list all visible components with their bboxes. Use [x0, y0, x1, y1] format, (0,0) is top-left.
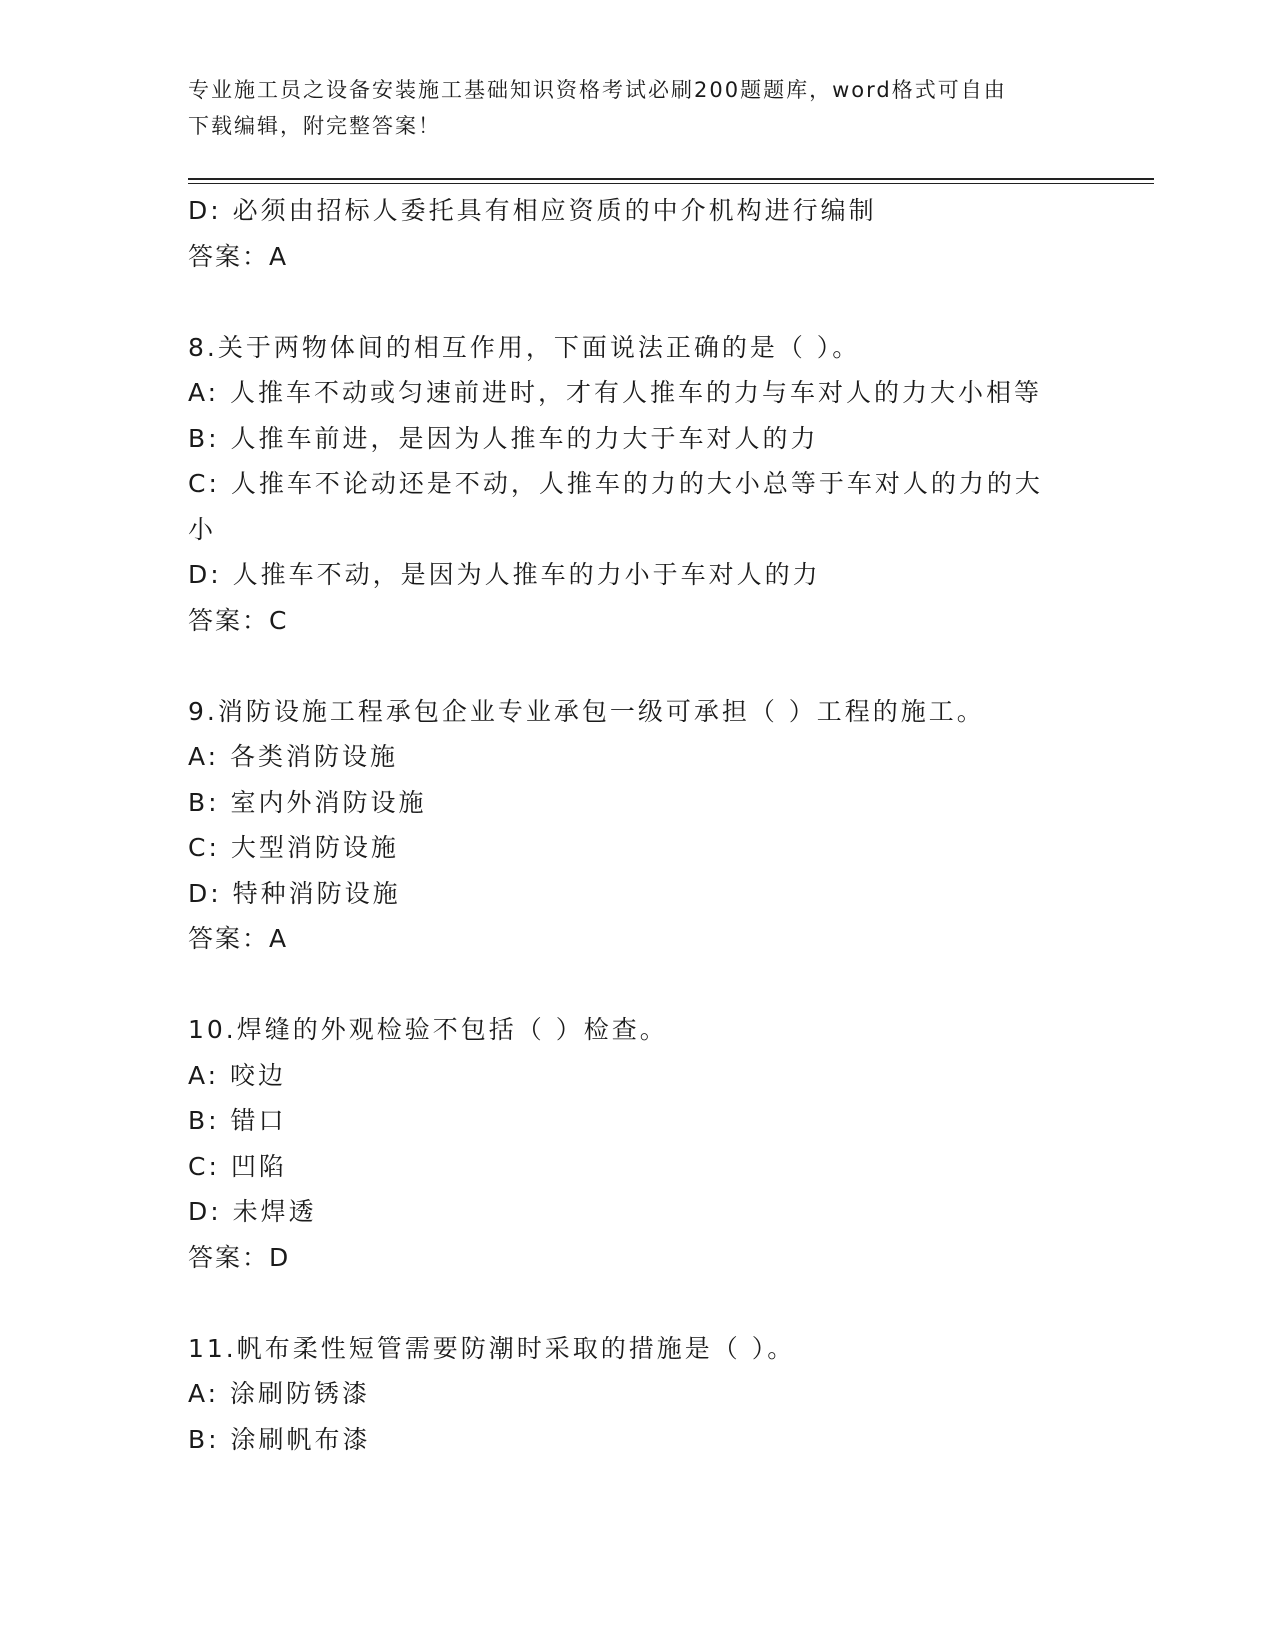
q8-answer: 答案：C: [188, 605, 289, 635]
q8-option-d: D: 人推车不动，是因为人推车的力小于车对人的力: [188, 560, 821, 589]
document-header: [188, 72, 1088, 144]
prev-answer: 答案：A: [188, 241, 289, 271]
question-list: [188, 188, 1088, 1462]
spacer: [188, 962, 1088, 1008]
q8-option-c: C: 人推车不论动还是不动，人推车的力的大小总等于车对人的力的大: [188, 469, 1043, 498]
prev-option-d: D: 必须由招标人委托具有相应资质的中介机构进行编制: [188, 196, 877, 225]
q8-option-c-cont: 小: [188, 514, 217, 544]
q9-option-c: C: 大型消防设施: [188, 833, 399, 862]
q11-option-a: A: 涂刷防锈漆: [188, 1379, 371, 1408]
q10-answer: 答案：D: [188, 1242, 291, 1272]
header-divider-thin: [188, 183, 1154, 184]
q10-stem: 10.焊缝的外观检验不包括（ ）检查。: [188, 1015, 668, 1044]
q10-option-c: C: 凹陷: [188, 1151, 287, 1181]
q10-option-a: A: 咬边: [188, 1060, 287, 1090]
header-line-1: 专业施工员之设备安装施工基础知识资格考试必刷200题题库，word格式可自由: [188, 78, 1007, 102]
q9-option-a: A: 各类消防设施: [188, 742, 399, 771]
q11-stem: 11.帆布柔性短管需要防潮时采取的措施是（ ）。: [188, 1333, 796, 1363]
spacer: [188, 643, 1088, 689]
header-line-2: 下载编辑，附完整答案！: [188, 114, 441, 138]
header-divider-thick: [188, 178, 1154, 180]
spacer: [188, 279, 1088, 325]
q9-option-b: B: 室内外消防设施: [188, 787, 427, 817]
spacer: [188, 1280, 1088, 1326]
q10-option-d: D: 未焊透: [188, 1197, 317, 1226]
q8-stem: 8.关于两物体间的相互作用，下面说法正确的是（ ）。: [188, 332, 861, 362]
q9-option-d: D: 特种消防设施: [188, 878, 401, 908]
q10-option-b: B: 错口: [188, 1106, 287, 1135]
q9-stem: 9.消防设施工程承包企业专业承包一级可承担（ ）工程的施工。: [188, 696, 985, 726]
q9-answer: 答案：A: [188, 924, 289, 953]
q11-option-b: B: 涂刷帆布漆: [188, 1424, 371, 1454]
q8-option-a: A: 人推车不动或匀速前进时，才有人推车的力与车对人的力大小相等: [188, 378, 1043, 407]
q8-option-b: B: 人推车前进，是因为人推车的力大于车对人的力: [188, 423, 819, 453]
